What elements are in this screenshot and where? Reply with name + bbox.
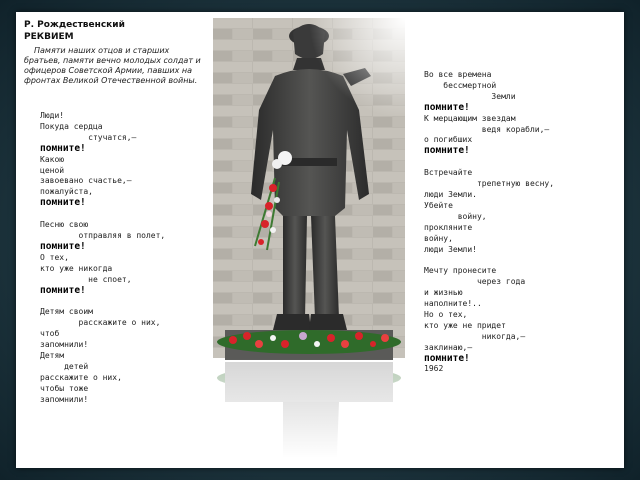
poem-line: О тех, [40,252,69,262]
poem-line: завоевано счастье,— [40,176,132,186]
poem-line: войну, [424,233,453,243]
poem-line: Какою [40,154,65,164]
poem-line: Во все времена [424,70,492,79]
poem-line: Земли [424,91,516,101]
poem-line: Люди! [40,111,65,120]
poem-line: заклинаю,— [424,342,473,352]
refrain-line: помните! [424,352,470,364]
poem-line: трепетную весну, [424,179,555,189]
poem-line: чтобы тоже [40,383,89,393]
poem-line: люди Земли! [424,244,477,254]
poem-line: люди Земли. [424,189,477,199]
poem-line: детей [40,361,89,371]
poem-line: запомнили! [40,394,89,404]
poem-line: Детям своим [40,307,93,317]
refrain-line: помните! [40,197,86,209]
poem-line: Убейте [424,200,453,210]
poem-line: прокляните [424,222,473,232]
poem-line: запомнили! [40,340,89,350]
poem-line [424,255,554,266]
poem-line: Покуда сердца [40,121,103,131]
poem-line: ведя корабли,— [424,124,550,134]
poem-line: через года [424,277,526,287]
poem-line: не споет, [40,274,132,284]
poem-line: чтоб [40,329,60,339]
poem-line: ценой [40,165,65,175]
poem-line: расскажите о них, [40,372,122,382]
poem-line: расскажите о них, [40,318,161,328]
dedication-text: Памяти наших отцов и старших братьев, памяти вечно молодых солдат и офицеров Советской Армии, павших на фронтах Великой Отечественной войны. [24,46,201,85]
refrain-line: помните! [40,142,86,154]
poem-right-column [424,70,554,375]
poem-line: кто уже никогда [40,263,113,273]
poem-line: отправляя в полет, [40,230,166,240]
poem-line: войну, [424,211,487,221]
poem-line: К мерцающим звездам [424,113,516,123]
refrain-line: помните! [424,145,470,157]
poem-line: никогда,— [424,331,526,341]
poem-line [424,157,554,168]
poem-line: Песню свою [40,220,89,230]
poem-line: пожалуйста, [40,187,93,197]
poem-line: Мечту пронесите [424,266,497,276]
monument-photo [213,18,405,458]
author-name: Р. Рождественский [24,20,125,30]
poem-line: о погибших [424,135,473,145]
refrain-line: помните! [40,240,86,252]
refrain-line: помните! [40,284,86,296]
floral-tributes [217,330,401,354]
poem-line: наполните!.. [424,299,482,309]
poem-line: бессмертной [424,80,497,90]
poem-line [40,209,165,220]
poem-line: 1962 [424,364,444,374]
poem-left-column [40,111,165,405]
poem-title: РЕКВИЕМ [24,32,74,42]
refrain-line: помните! [424,101,470,113]
poem-line: Встречайте [424,168,473,178]
poem-line: Детям [40,350,65,360]
slide [16,12,624,468]
poem-line [40,296,165,307]
poem-line: и жизнью [424,288,463,298]
poem-line: Но о тех, [424,309,468,319]
poem-line: кто уже не придет [424,320,506,330]
poem-line: стучатся,— [40,132,137,142]
